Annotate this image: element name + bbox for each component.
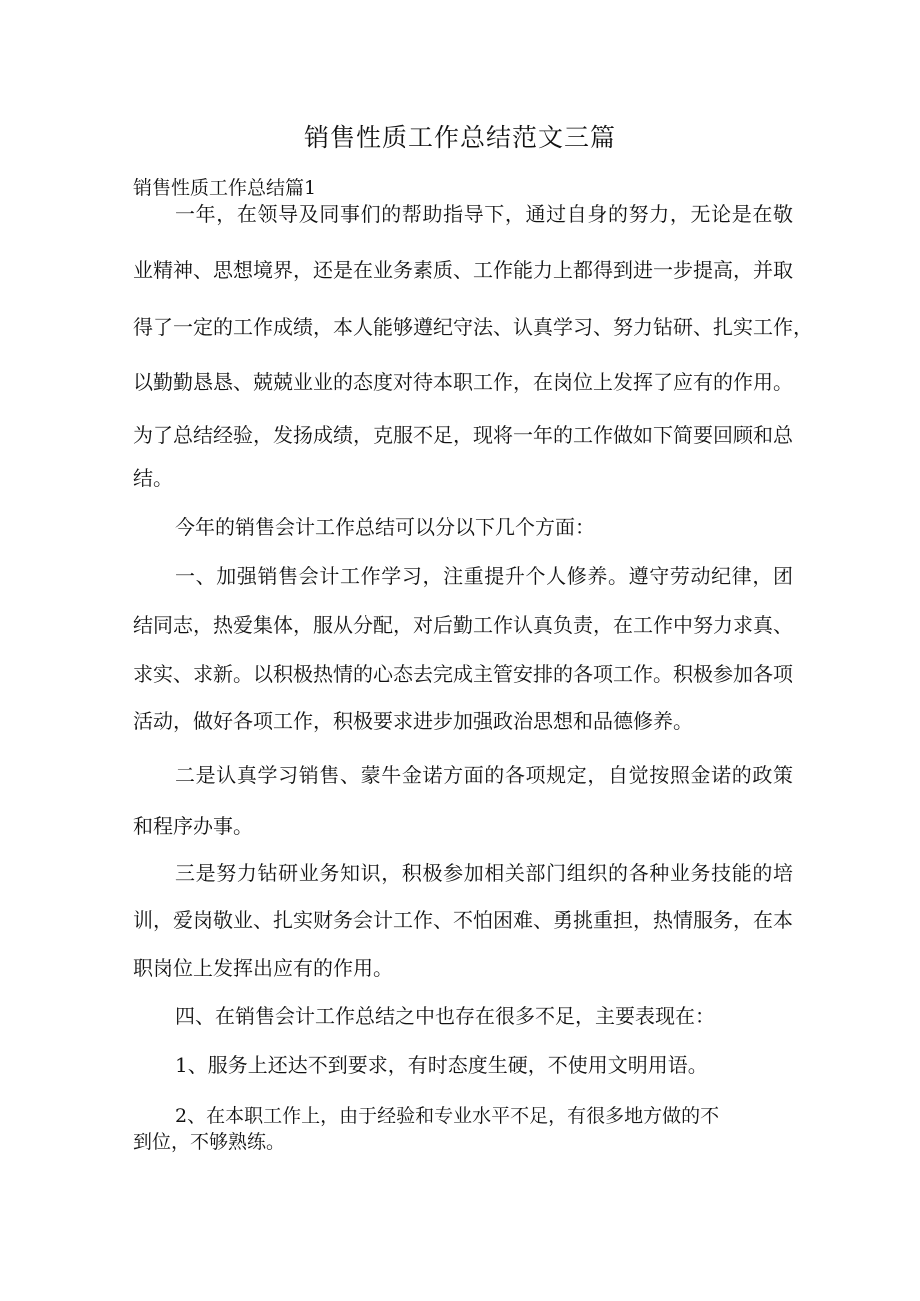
paragraph-line: 三是努力钻研业务知识，积极参加相关部门组织的各种业务技能的培 — [175, 861, 793, 885]
paragraph-line: 二是认真学习销售、蒙牛金诺方面的各项规定，自觉按照金诺的政策 — [175, 763, 793, 787]
paragraph-line: 职岗位上发挥出应有的作用。 — [133, 956, 393, 980]
paragraph-line: 以勤勤恳恳、兢兢业业的态度对待本职工作，在岗位上发挥了应有的作用。 — [133, 370, 793, 394]
paragraph-line: 和程序办事。 — [133, 814, 253, 838]
paragraph-line: 四、在销售会计工作总结之中也存在很多不足，主要表现在： — [175, 1004, 715, 1028]
document-title: 销售性质工作总结范文三篇 — [303, 123, 616, 152]
paragraph-line: 求实、求新。以积极热情的心态去完成主管安排的各项工作。积极参加各项 — [133, 662, 793, 686]
paragraph-line: 一、加强销售会计工作学习，注重提升个人修养。遵守劳动纪律，团 — [175, 564, 793, 588]
section-heading: 销售性质工作总结篇1 — [133, 177, 317, 199]
paragraph-line: 到位，不够熟练。 — [133, 1131, 286, 1153]
paragraph-line: 活动，做好各项工作，积极要求进步加强政治思想和品德修养。 — [133, 709, 693, 733]
paragraph-line: 业精神、思想境界，还是在业务素质、工作能力上都得到进一步提高，并取 — [133, 258, 793, 282]
paragraph-line: 1、服务上还达不到要求，有时态度生硬，不使用文明用语。 — [175, 1053, 708, 1077]
paragraph-line: 训，爱岗敬业、扎实财务会计工作、不怕困难、勇挑重担，热情服务，在本 — [133, 908, 793, 932]
paragraph-line: 得了一定的工作成绩，本人能够遵纪守法、认真学习、努力钻研、扎实工作， — [133, 315, 813, 339]
paragraph-line: 为了总结经验，发扬成绩，克服不足，现将一年的工作做如下简要回顾和总 — [133, 423, 793, 447]
paragraph-line: 今年的销售会计工作总结可以分以下几个方面： — [175, 515, 595, 539]
paragraph-line: 结。 — [133, 466, 173, 490]
paragraph-line: 2、在本职工作上，由于经验和专业水平不足，有很多地方做的不 — [175, 1105, 720, 1127]
paragraph-line: 一年，在领导及同事们的帮助指导下，通过自身的努力，无论是在敬 — [175, 202, 793, 226]
paragraph-line: 结同志，热爱集体，服从分配，对后勤工作认真负责，在工作中努力求真、 — [133, 613, 793, 637]
